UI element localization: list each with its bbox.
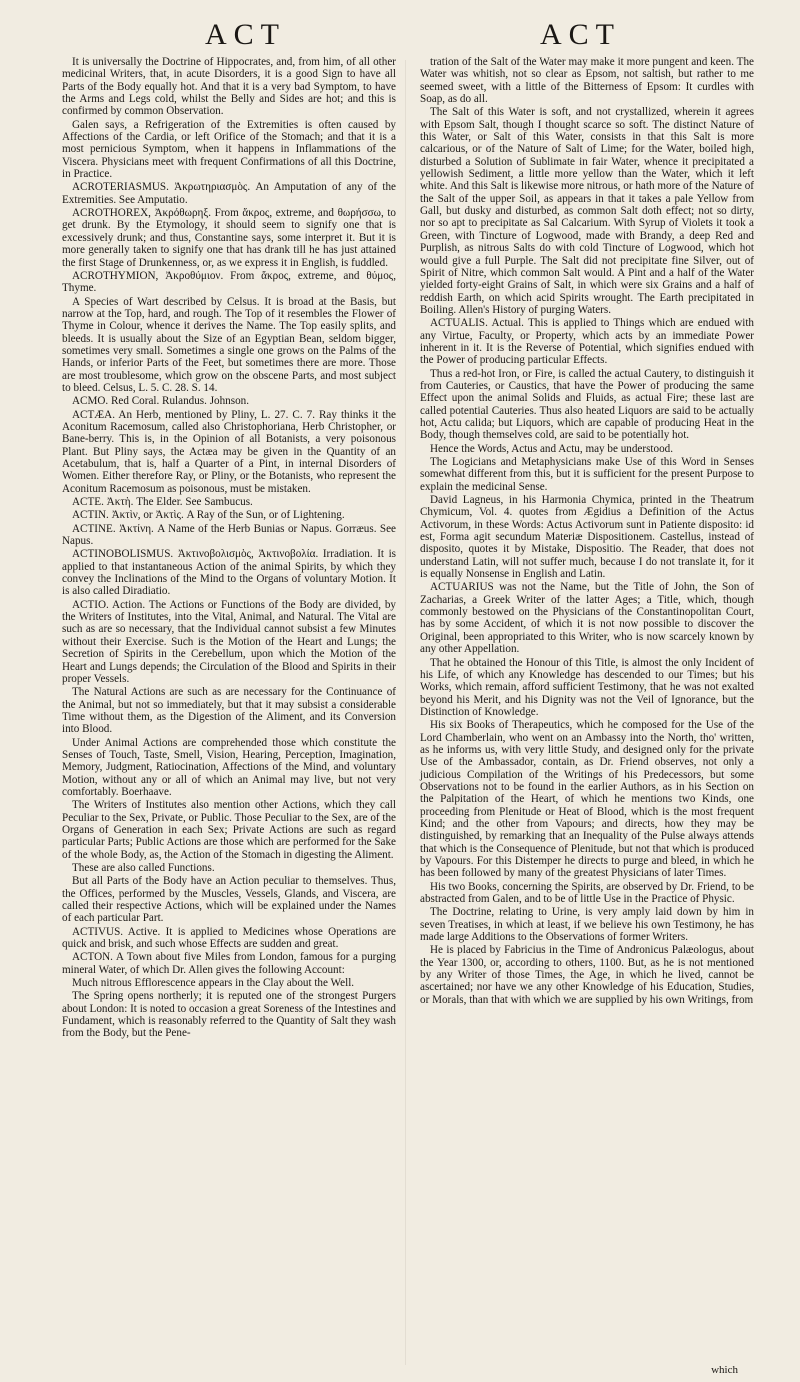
paragraph: Hence the Words, Actus and Actu, may be understood.	[430, 442, 674, 455]
paragraph: ACTIO. Action. The Actions or Functions of the Body are divided, by the Writers of Institutes, into the Vital, Animal, and Natural. The Vital are such as are so necessary, that the Individual cannot subsist a few Minutes without their Exercise. Such is the Motion of the Heart and Lungs; the Secretion of Spirits in the Cerebellum, upon which the Motion of the Heart and Lungs depends; the Circulation of the Blood and Spirits in their proper Vessels.	[62, 598, 396, 685]
paragraph: But all Parts of the Body have an Action peculiar to themselves. Thus, the Offices, performed by the Muscles, Vessels, Glands, and Viscera, are called their respective Actions, which will be explained under the Names of each particular Part.	[62, 875, 396, 925]
paragraph: Under Animal Actions are comprehended those which constitute the Senses of Touch, Taste, Smell, Vision, Hearing, Perception, Imagination, Memory, Judgment, Ratiocination, Affections of the Mind, and voluntary Motion, without any or all of which an Animal may live, but not very comfortably. Boerhaave.	[62, 736, 396, 798]
paragraph: That he obtained the Honour of this Title, is almost the only Incident of his Life, of which any Knowledge has descended to our Times; but his Works, which remain, afford sufficient Testimony, that he was not exalted beyond his Merit, and his Dignity was not the Veil of Ignorance, but the Distinction of Knowledge.	[420, 656, 754, 718]
paragraph: His six Books of Therapeutics, which he composed for the Use of the Lord Chamberlain, who went on an Ambassy into the North, tho' written, as he informs us, with very little Study, and designed only for the private Use of the Ambassador, contain, as Dr. Friend observes, not only a judicious Compilation of the Writings of his Predecessors, but some Observations not to be found in the earlier Authors, as in his Section on the Palpitation of the Heart, of which he mentions two Kinds, one proceeding from Plenitude or Heat of Blood, which is the most frequent Kind; and the other from Vapours; and directs, how they may be distinguished, by remarking that an Inequality of the Pulse always attends that which is the Consequence of Plenitude, but not that which is produced by Vapours. For this Distemper he directs to purge and bleed, in which he has been followed by many of the greatest Physicians of later Times.	[420, 719, 754, 880]
paragraph: The Spring opens northerly; it is reputed one of the strongest Purgers about London: It is noted to occasion a great Soreness of the Intestines and Fundament, which is reasonably referred to the Quantity of Salt they wash from the Body, but the Pene-	[62, 990, 396, 1040]
column-divider	[405, 60, 406, 1365]
paragraph: ACTÆA. An Herb, mentioned by Pliny, L. 27. C. 7. Ray thinks it the Aconitum Racemosum, called also Christophoriana, Herb Christopher, or Bane-berry. This is, in the Opinion of all Botanists, a very poisonous Plant. But Pliny says, the Actæa may be given in the Quantity of an Acetabulum, that is, half a Quarter of a Pint, in internal Disorders of Women. Either therefore Ray, or Pliny, or the Botanists, who represent the Aconitum Racemosum as poisonous, must be mistaken.	[62, 408, 396, 495]
paragraph: ACTINOBOLISMUS. Ἀκτινοβολισμὸς, Ἀκτινοβολία. Irradiation. It is applied to that instantaneous Action of the animal Spirits, by which they convey the Inclinations of the Mind to the Organs of voluntary Motion. It is also called Diradiatio.	[62, 548, 396, 598]
paragraph: Much nitrous Efflorescence appears in the Clay about the Well.	[72, 977, 355, 990]
paragraph: The Doctrine, relating to Urine, is very amply laid down by him in seven Treatises, in which at least, if we believe his own Testimony, he has made large Additions to the Observations of former Writers.	[420, 906, 754, 944]
paragraph: These are also called Functions.	[72, 862, 215, 874]
paragraph: The Logicians and Metaphysicians make Use of this Word in Senses somewhat different from this, but it is sufficient for the present Purpose to explain the medicinal Sense.	[420, 456, 754, 493]
running-head-left: ACT	[205, 18, 286, 51]
paragraph: Galen says, a Refrigeration of the Extremities is often caused by Affections of the Cardia, or left Orifice of the Stomach; and that it is a most pernicious Symptom, when it happens in Inflammations of the Viscera. Physicians meet with frequent Confirmations of all this Doctrine, in Practice.	[62, 118, 396, 181]
paragraph: ACTIN. Ἀκτὶν, or Ἀκτὶς. A Ray of the Sun, or of Lightening.	[72, 509, 345, 522]
paragraph: ACROTHYMION, Ἀκροθύμιον. From ἄκρος, extreme, and θύμος, Thyme.	[62, 269, 396, 295]
paragraph: ACTINE. Ἀκτίνη. A Name of the Herb Bunias or Napus. Gorræus. See Napus.	[62, 522, 396, 548]
paragraph: ACMO. Red Coral. Rulandus. Johnson.	[72, 395, 250, 408]
left-column	[62, 56, 396, 1041]
paragraph: ACTE. Ἀκτὴ. The Elder. See Sambucus.	[72, 496, 253, 509]
paragraph: A Species of Wart described by Celsus. It is broad at the Basis, but narrow at the Top, hard, and rough. The Top of it resembles the Flower of Thyme in Colour, whence it derives the Name. The Top easily splits, and bleeds. It is usually about the Size of an Egyptian Bean, seldom bigger, sometimes very small. Sometimes a single one grows on the Palms of the Hands, or inferior Parts of the Feet, but sometimes there are more. Those are most troublesome, which grow on the obscene Parts, and most subject to bleed. Celsus, L. 5. C. 28. S. 14.	[62, 295, 396, 394]
paragraph: ACROTHOREX, Ἀκρόθωρηξ. From ἄκρος, extreme, and θωρήσσω, to get drunk. By the Etymology, it should seem to signify one that is excessively drunk; and thus, Constantine says, some interpret it. But it is more generally taken to signify one that has drank till he has just attained the first Stage of Drunkenness, or, as we express it in English, is fuddled.	[62, 207, 396, 269]
paragraph: The Salt of this Water is soft, and not crystallized, wherein it agrees with Epsom Salt, though I thought scarce so soft. The distinct Nature of this Water, or Salt of this Water, consists in that this Salt is more calcarious, or of the Nature of Salt of Lime; for the Water, boiled high, disturbed a Solution of Sublimate in fair Water, whence it precipitated a yellowish Sediment, a little more yellow than the Water, which it left white. And this Salt is likewise more nitrous, or hath more of the Nature of the Salt of the upper Soil, as appears in that it takes a pale Yellow from Gall, but dusky and disturbed, as common Salt doth effect; not so dirty, nor so apt to precipitate as Sal Calcarium. With Syrup of Violets it took a Green, with Tincture of Logwood, made with Brandy, a deep Red and Purplish, as nitrous Salts do with cold Tincture of Logwood, which hot would give a full Purple. The Salt did not precipitate fine Silver, out of Spirit of Nitre, which common Salt would. A Pint and a half of the Water yielded forty-eight Grains of Salt, in which were six Grains and a half of reddish Earth, on which acid Spirits wrought. The Earth precipitated in Boiling. Allen's History of purging Waters.	[420, 106, 754, 316]
page-header	[0, 18, 800, 58]
paragraph: ACTON. A Town about five Miles from London, famous for a purging mineral Water, of which Dr. Allen gives the following Account:	[62, 951, 396, 976]
paragraph: The Natural Actions are such as are necessary for the Continuance of the Animal, but not so immediately, but that it may subsist a considerable Time without them, as the Digestion of the Aliment, and its Conversion into Blood.	[62, 686, 396, 736]
paragraph: He is placed by Fabricius in the Time of Andronicus Palæologus, about the Year 1300, or, according to others, 1100. But, as he is not mentioned by any Writer of those Times, the Age, in which he lived, cannot be ascertained; nor have we any other Knowledge of his Education, Studies, or Morals, than that with which we are supplied by his own Writings, from	[420, 944, 754, 1006]
paragraph: tration of the Salt of the Water may make it more pungent and keen. The Water was whitish, not so clear as Epsom, not saltish, but rather to me seemed sweet, with a little of the Bitterness of Epsom: It curdles with Soap, as do all.	[420, 56, 754, 106]
paragraph: ACTIVUS. Active. It is applied to Medicines whose Operations are quick and brisk, and such whose Effects are sudden and great.	[62, 925, 396, 951]
paragraph: ACTUARIUS was not the Name, but the Title of John, the Son of Zacharias, a Greek Writer of the latter Ages; a Title, which, though commonly bestowed on the Physicians of the Constantinopolitan Court, has by some Accident, of which it is not now possible to discover the Original, been appropriated to this Writer, who is now scarcely known by any other Appellation.	[420, 581, 754, 656]
right-column	[420, 56, 754, 1007]
paragraph: It is universally the Doctrine of Hippocrates, and, from him, of all other medicinal Writers, that, in acute Disorders, it is a good Sign to have all Parts of the Body equally hot. And that it is a very bad Symptom, to have the Arms and Legs cold, whilst the Belly and Sides are hot; and this is confirmed by common Observation.	[62, 56, 396, 118]
running-head-right: ACT	[540, 18, 621, 51]
paragraph: ACROTERIASMUS. Ἀκρωτηριασμὸς. An Amputation of any of the Extremities. See Amputatio.	[62, 181, 396, 206]
paragraph: His two Books, concerning the Spirits, are observed by Dr. Friend, to be abstracted from Galen, and to be of little Use in the Practice of Physic.	[420, 880, 754, 906]
paragraph: ACTUALIS. Actual. This is applied to Things which are endued with any Virtue, Faculty, or Property, which acts by an immediate Power inherent in it. It is the Reverse of Potential, which signifies endued with the Power of producing particular Effects.	[420, 317, 754, 367]
paragraph: Thus a red-hot Iron, or Fire, is called the actual Cautery, to distinguish it from Cauteries, or Caustics, that have the Power of producing the same Effect upon the animal Solids and Fluids, as actual Fire; these last are called potential Cauteries. Thus also heated Liquors are said to be actually hot, Actu calida; but Liquors, which are capable of producing Heat in the Body, though themselves cold, are said to be potentially hot.	[420, 367, 754, 442]
catchword: which	[711, 1364, 738, 1376]
paragraph: David Lagneus, in his Harmonia Chymica, printed in the Theatrum Chymicum, Vol. 4. quotes from Ægidius a Definition of the Actus Activorum, in these Words: Actus Activorum sunt in Patiente disposito: id est, Forma agit secundum Materiæ Dispositionem. Castellus, instead of disposito, quotes it by Mistake, Dispositio. The Reader, that does not understand Latin, will not suffer much, because I do not translate it, for it is equally Nonsense in English and Latin.	[420, 494, 754, 581]
paragraph: The Writers of Institutes also mention other Actions, which they call Peculiar to the Sex, Private, or Public. Those Peculiar to the Sex, are of the Organs of Generation in each Sex; Private Actions are such as regard particular Parts; Public Actions are those which are performed for the Sake of the whole Body, as, the Action of the Stomach in digesting the Aliment.	[62, 799, 396, 861]
